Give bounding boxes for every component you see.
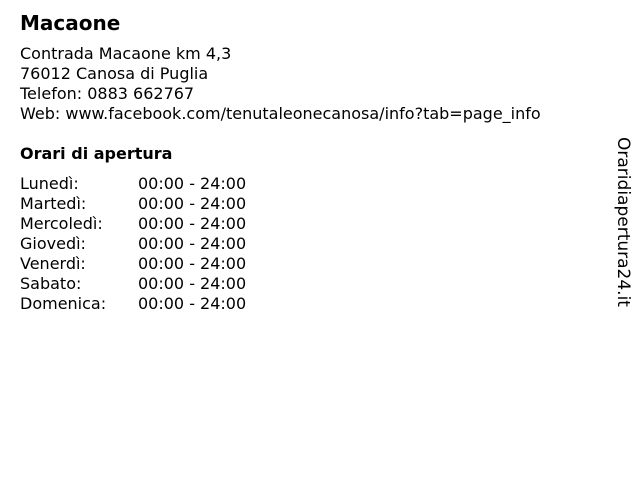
business-name: Macaone [20, 11, 121, 35]
hours-row-tuesday [20, 194, 246, 214]
site-watermark: Oraridiapertura24.it [613, 137, 633, 307]
day-label: Giovedì: [20, 234, 86, 253]
address-street: Contrada Macaone km 4,3 [20, 44, 232, 63]
hours-row-thursday [20, 234, 246, 254]
day-label: Domenica: [20, 294, 107, 313]
time-range: 00:00 - 24:00 [138, 174, 247, 193]
day-label: Venerdì: [20, 254, 86, 273]
time-range: 00:00 - 24:00 [138, 194, 247, 213]
hours-row-sunday [20, 294, 246, 314]
time-range: 00:00 - 24:00 [138, 294, 247, 313]
time-range: 00:00 - 24:00 [138, 274, 247, 293]
time-range: 00:00 - 24:00 [138, 234, 247, 253]
opening-hours-list [20, 174, 246, 314]
time-range: 00:00 - 24:00 [138, 214, 247, 233]
web-line: Web: www.facebook.com/tenutaleonecanosa/info?tab=page_info [20, 104, 541, 123]
opening-hours-heading: Orari di apertura [20, 144, 173, 163]
day-label: Mercoledì: [20, 214, 103, 233]
hours-row-friday [20, 254, 246, 274]
day-label: Sabato: [20, 274, 82, 293]
time-range: 00:00 - 24:00 [138, 254, 247, 273]
hours-row-saturday [20, 274, 246, 294]
address-block [20, 44, 541, 124]
hours-row-wednesday [20, 214, 246, 234]
address-city: 76012 Canosa di Puglia [20, 64, 209, 83]
phone-line: Telefon: 0883 662767 [20, 84, 195, 103]
day-label: Lunedì: [20, 174, 79, 193]
hours-row-monday [20, 174, 246, 194]
day-label: Martedì: [20, 194, 87, 213]
